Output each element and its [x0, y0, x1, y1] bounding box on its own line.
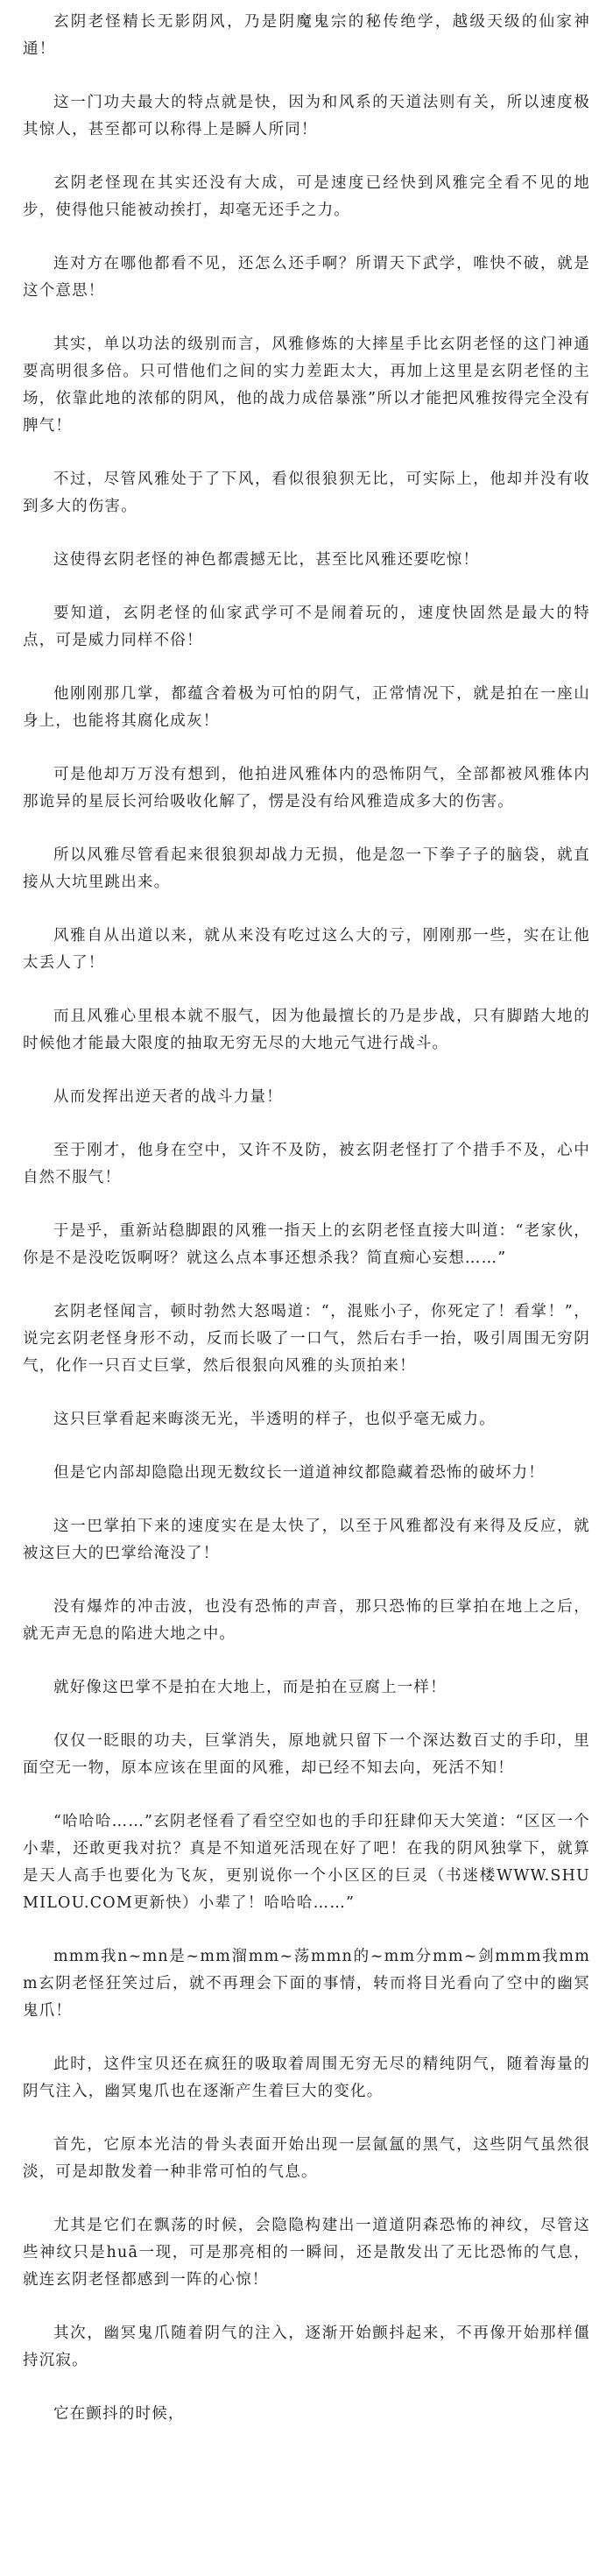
paragraph: 可是他却万万没有想到，他拍进风雅体内的恐怖阴气，全部都被风雅体内那诡异的星辰长河给吸收化解了，愣是没有给风雅造成多大的伤害。	[23, 766, 590, 810]
paragraph: 就好像这巴掌不是拍在大地上，而是拍在豆腐上一样！	[53, 1679, 447, 1696]
paragraph: 所以风雅尽管看起来很狼狈却战力无损，他是忽一下拳子子的脑袋，就直接从大坑里跳出来。	[23, 846, 590, 891]
paragraph: 他刚刚那几掌，都蕴含着极为可怕的阴气，正常情况下，就是拍在一座山身上，也能将其腐化成灰！	[23, 685, 590, 730]
paragraph: 首先，它原本光洁的骨头表面开始出现一层氤氲的黑气，这些阴气虽然很淡，可是却散发着一种非常可怕的气息。	[23, 2136, 590, 2181]
paragraph: “哈哈哈……”玄阴老怪看了看空空如也的手印狂肆仰天大笑道：“区区一个小辈，还敢更我对抗？真是不知道死活现在好了吧！在我的阴风独掌下，就算是天人高手也要化为飞灰，更别说你一个小区区的巨灵（书迷楼WWW.SHUMILOU.COM更新快）小辈了！哈哈哈……”	[23, 1813, 590, 1912]
paragraph: 玄阴老怪精长无影阴风，乃是阴魔鬼宗的秘传绝学，越级天级的仙家神通！	[23, 13, 590, 58]
paragraph: 玄阴老怪现在其实还没有大成，可是速度已经快到风雅完全看不见的地步，使得他只能被动挨打，却毫无还手之力。	[23, 174, 590, 219]
paragraph: 尤其是它们在飘荡的时候，会隐隐构建出一道道阴森恐怖的神纹，尽管这些神纹只是huā一现，可是那亮相的一瞬间，还是散发出了无比恐怖的气息，就连玄阴老怪都感到一阵的心惊！	[23, 2217, 590, 2289]
paragraph: 其实，单以功法的级别而言，风雅修炼的大摔星手比玄阴老怪的这门神通要高明很多倍。只可惜他们之间的实力差距太大，再加上这里是玄阴老怪的主场，依靠此地的浓郁的阴风，他的战力成倍暴涨”所以才能把风雅按得完全没有脾气！	[23, 336, 590, 435]
paragraph: 连对方在哪他都看不见，还怎么还手啊？所谓天下武学，唯快不破，就是这个意思！	[23, 255, 590, 300]
paragraph: 这使得玄阴老怪的神色都震撼无比，甚至比风雅还要吃惊！	[53, 551, 480, 569]
paragraph: 这只巨掌看起来晦淡无光，半透明的样子，也似乎毫无威力。	[53, 1411, 496, 1428]
paragraph: 至于刚才，他身在空中，又许不及防，被玄阴老怪打了个措手不及，心中自然不服气！	[23, 1142, 590, 1186]
paragraph: 而且风雅心里根本就不服气，因为他最擅长的乃是步战，只有脚踏大地的时候他才能最大限度的抽取无穷无尽的大地元气进行战斗。	[23, 1008, 590, 1052]
paragraph: 它在颤抖的时候，	[53, 2405, 185, 2423]
paragraph: 没有爆炸的冲击波，也没有恐怖的声音，那只恐怖的巨掌拍在地上之后，就无声无息的陷进大地之中。	[23, 1598, 590, 1643]
paragraph: 但是它内部却隐隐出现无数纹长一道道神纹都隐藏着恐怖的破坏力！	[53, 1464, 545, 1482]
paragraph: 这一巴掌拍下来的速度实在是太快了，以至于风雅都没有来得及反应，就被这巨大的巴掌给淹没了！	[23, 1518, 590, 1562]
paragraph: mmm我n~mn是~mm溜mm~荡mmn的~mm分mm~剑mmm我mmm玄阴老怪狂笑过后，就不再理会下面的事情，转而将目光看向了空中的幽冥鬼爪！	[23, 1948, 590, 2020]
paragraph: 仅仅一眨眼的功夫，巨掌消失，原地就只留下一个深达数百丈的手印，里面空无一物，原本应该在里面的风雅，却已经不知去向，死活不知！	[23, 1732, 590, 1777]
paragraph: 从而发挥出逆天者的战斗力量！	[53, 1088, 283, 1106]
paragraph: 风雅自从出道以来，就从来没有吃过这么大的亏，刚刚那一些，实在让他太丢人了！	[23, 927, 590, 972]
paragraph: 于是乎，重新站稳脚跟的风雅一指天上的玄阴老怪直接大叫道：“老家伙，你是不是没吃饭啊呀？就这么点本事还想杀我？简直痴心妄想……”	[23, 1222, 590, 1267]
paragraph: 玄阴老怪闻言，顿时勃然大怒喝道：“，混账小子，你死定了！看掌！”，说完玄阴老怪身形不动，反而长吸了一口气，然后右手一抬，吸引周围无穷阴气，化作一只百丈巨掌，然后很狠向风雅的头顶拍来！	[23, 1303, 590, 1375]
paragraph: 这一门功夫最大的特点就是快，因为和风系的天道法则有关，所以速度极其惊人，甚至都可以称得上是瞬人所同！	[23, 94, 590, 138]
paragraph: 要知道，玄阴老怪的仙家武学可不是闹着玩的，速度快固然是最大的特点，可是威力同样不俗！	[23, 605, 590, 649]
paragraph: 不过，尽管风雅处于了下风，看似很狼狈无比，可实际上，他却并没有收到多大的伤害。	[23, 471, 590, 515]
paragraph: 其次，幽冥鬼爪随着阴气的注入，逐渐开始颤抖起来，不再像开始那样僵持沉寂。	[23, 2325, 590, 2369]
paragraph: 此时，这件宝贝还在疯狂的吸取着周围无穷无尽的精纯阴气，随着海量的阴气注入，幽冥鬼爪也在逐渐产生着巨大的变化。	[23, 2056, 590, 2100]
